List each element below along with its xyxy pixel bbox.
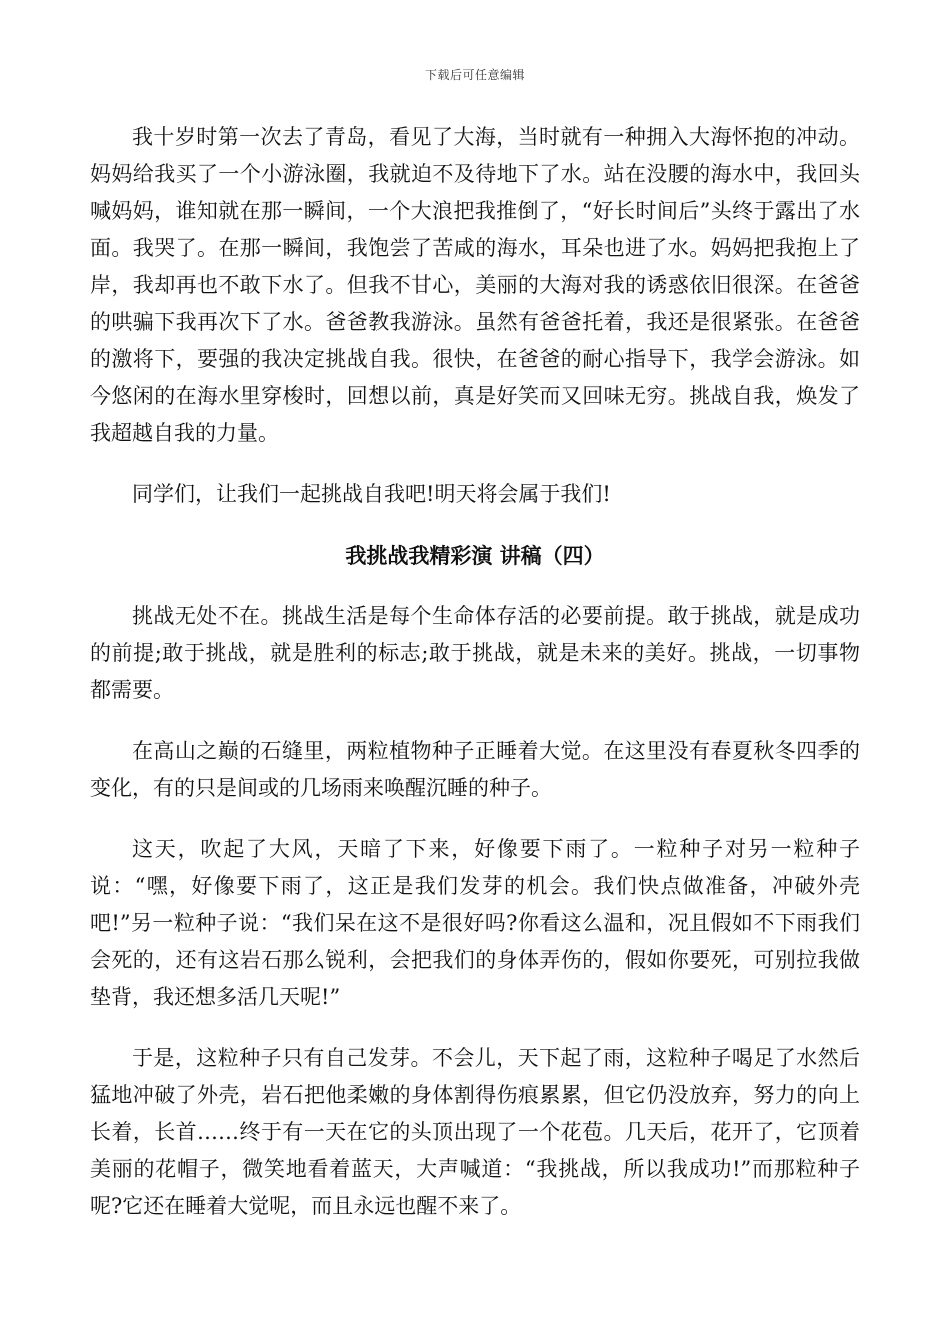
document-body — [90, 119, 860, 1249]
paragraph-seed-success: 于是，这粒种子只有自己发芽。不会儿，天下起了雨，这粒种子喝足了水然后猛地冲破了外壳，岩石把他柔嫩的身体割得伤痕累累，但它仍没放弃，努力的向上长着，长首……终于有一天在它的头顶出现了一个花苞。几天后，花开了，它顶着美丽的花帽子，微笑地看着蓝天，大声喊道：“我挑战，所以我成功!”而那粒种子呢?它还在睡着大觉呢，而且永远也醒不来了。 — [90, 1046, 860, 1218]
paragraph-closing-call: 同学们，让我们一起挑战自我吧!明天将会属于我们! — [132, 482, 611, 506]
paragraph-challenge-intro: 挑战无处不在。挑战生活是每个生命体存活的必要前提。敢于挑战，就是成功的前提;敢于挑战，就是胜利的标志;敢于挑战，就是未来的美好。挑战，一切事物都需要。 — [90, 604, 860, 702]
section-title: 我挑战我精彩演 讲稿（四） — [345, 543, 605, 568]
paragraph-two-seeds: 在高山之巅的石缝里，两粒植物种子正睡着大觉。在这里没有春夏秋冬四季的变化，有的只是间或的几场雨来唤醒沉睡的种子。 — [90, 739, 860, 800]
page-header-note: 下载后可任意编辑 — [424, 68, 525, 82]
paragraph-seaside-story: 我十岁时第一次去了青岛，看见了大海，当时就有一种拥入大海怀抱的冲动。妈妈给我买了一个小游泳圈，我就迫不及待地下了水。站在没腰的海水中，我回头喊妈妈，谁知就在那一瞬间，一个大浪把我推倒了，“好长时间后”头终于露出了水面。我哭了。在那一瞬间，我饱尝了苦咸的海水，耳朵也进了水。妈妈把我抱上了岸，我却再也不敢下水了。但我不甘心，美丽的大海对我的诱惑依旧很深。在爸爸的哄骗下我再次下了水。爸爸教我游泳。虽然有爸爸托着，我还是很紧张。在爸爸的激将下，要强的我决定挑战自我。很快，在爸爸的耐心指导下，我学会游泳。如今悠闲的在海水里穿梭时，回想以前，真是好笑而又回味无穷。挑战自我，焕发了我超越自我的力量。 — [90, 125, 860, 445]
paragraph-seeds-dialogue: 这天，吹起了大风，天暗了下来，好像要下雨了。一粒种子对另一粒种子说：“嘿，好像要下雨了，这正是我们发芽的机会。我们快点做准备，冲破外壳吧!”另一粒种子说：“我们呆在这不是很好吗?你看这么温和，况且假如不下雨我们会死的，还有这岩石那么锐利，会把我们的身体弄伤的，假如你要死，可别拉我做垫背，我还想多活几天呢!” — [90, 837, 860, 1009]
